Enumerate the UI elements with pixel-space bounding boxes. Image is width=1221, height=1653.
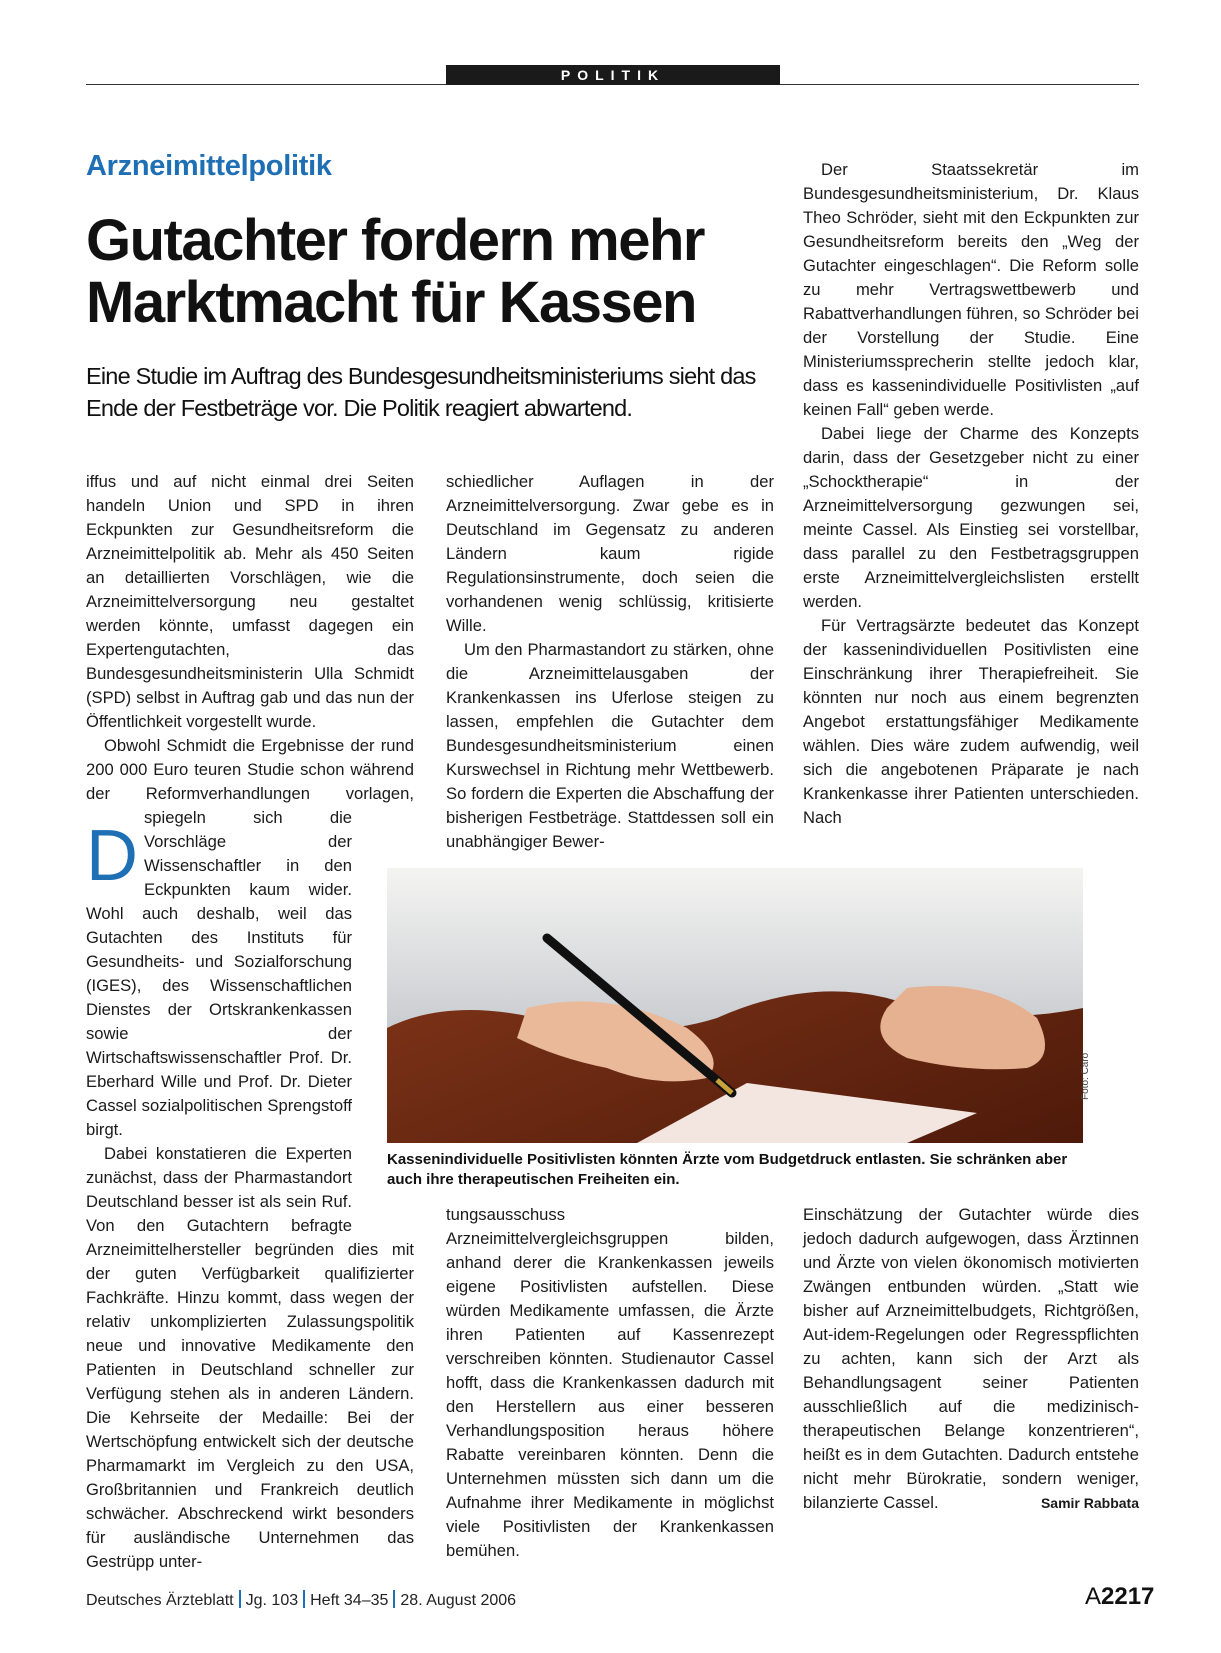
footer-volume: Jg. 103: [245, 1592, 299, 1609]
page-number: [1085, 1583, 1154, 1611]
footer-issue: Heft 34–35: [310, 1592, 389, 1609]
article-photo: [387, 868, 1083, 1143]
footer-separator: [303, 1590, 305, 1608]
column-2-bottom: [446, 1203, 774, 1563]
photo-illustration: [387, 868, 1083, 1143]
col1-paragraph-1-text: iffus und auf nicht einmal drei Seiten handeln Union und SPD in ihren Eckpunkten zur Gesundheitsreform die Arzneimittelpolitik ab. Mehr als 450 Seiten an detaillierten Vorschlägen, wie die Arzneimittelversorgung neu gestaltet werden könnte, umfasst dagegen ein Expertengutachten, das Bundesgesundheitsministerin Ulla Schmidt (SPD) selbst in Auftrag gab und das nun der Öffentlichkeit vorgestellt wurde.: [86, 472, 414, 731]
photo-credit: Foto: Caro: [1080, 1052, 1091, 1100]
section-label: POLITIK: [446, 65, 780, 85]
page-prefix: A: [1085, 1583, 1102, 1610]
footer-separator: [393, 1590, 395, 1608]
footer-journal: Deutsches Ärzteblatt: [86, 1592, 234, 1609]
column-1: [86, 470, 414, 1574]
dropcap: D: [86, 816, 138, 896]
col3-bottom-paragraph: [803, 1203, 1139, 1515]
headline: Gutachter fordern mehr Marktmacht für Kassen: [86, 208, 704, 335]
column-3-bottom: [803, 1203, 1139, 1515]
kicker: Arzneimittelpolitik: [86, 150, 332, 182]
col1-paragraph-3: Dabei konstatieren die Experten zunächst, dass der Pharmastandort Deutschland besser ist als sein Ruf. Von den Gutachtern befragte Arzneimittelhersteller begründen dies mit der guten Verfügbarkeit qualifizierter Fachkräfte. Hinzu kommt, dass wegen der relativ unkomplizierten Zulassungspolitik neue und innovative Medikamente den Patienten in Deutschland schneller zur Verfügung stehen als in anderen Ländern. Die Kehrseite der Medaille: Bei der Wertschöpfung entwickelt sich der deutsche Pharmamarkt im Vergleich zu den USA, Großbritannien und Frankreich deutlich schwächer. Abschreckend wirkt besonders für ausländische Unternehmen das Gestrüpp unter-: [86, 1144, 414, 1571]
footer-separator: [239, 1590, 241, 1608]
footer-citation: [86, 1590, 516, 1610]
col2-paragraph-1: schiedlicher Auflagen in der Arzneimittelversorgung. Zwar gebe es in Deutschland im Gegensatz zu anderen Ländern kaum rigide Regulationsinstrumente, doch seien die vorhandenen wenig schlüssig, kritisierte Wille.: [446, 472, 774, 635]
col1-paragraph-1: [86, 470, 414, 896]
column-3-top: [803, 158, 1139, 830]
col3-paragraph-1: Der Staatssekretär im Bundesgesundheitsministerium, Dr. Klaus Theo Schröder, sieht mit den Eckpunkten zur Gesundheitsreform bereits den „Weg der Gutachter eingeschlagen“. Die Reform solle zu mehr Vertragswettbewerb und Rabattverhandlungen führen, so Schröder bei der Vorstellung der Studie. Eine Ministeriumssprecherin stellte jedoch klar, dass es kassenindividuelle Positivlisten „auf keinen Fall“ geben werde.: [803, 160, 1139, 419]
col3-paragraph-3: Für Vertragsärzte bedeutet das Konzept der kassenindividuellen Positivlisten eine Einschränkung ihrer Therapiefreiheit. Sie könnten nur noch aus einem begrenzten Angebot erstattungsfähiger Medikamente wählen. Dies wäre zudem aufwendig, weil sich die angebotenen Präparate je nach Krankenkasse ihrer Patienten unterschieden. Nach: [803, 616, 1139, 827]
col3-bottom-text: Einschätzung der Gutachter würde dies jedoch dadurch aufgewogen, dass Ärztinnen und Ärzte von vielen ökonomisch motivierten Zwängen entbunden würden. „Statt wie bisher auf Arzneimittelbudgets, Richtgrößen, Aut-idem-Regelungen oder Regresspflichten zu achten, kann sich der Arzt als Behandlungsagent seiner Patienten ausschließlich auf die medizinisch-therapeutischen Belange konzentrieren“, heißt es in dem Gutachten. Dadurch entstehe nicht mehr Bürokratie, sondern weniger, bilanzierte Cassel.: [803, 1205, 1139, 1512]
page-number-value: 2217: [1101, 1583, 1155, 1610]
author-byline: Samir Rabbata: [1040, 1495, 1139, 1511]
lead-paragraph: Eine Studie im Auftrag des Bundesgesundheitsministeriums sieht das Ende der Festbeträge vor. Die Politik reagiert abwartend.: [86, 363, 756, 421]
col2-paragraph-2: Um den Pharmastandort zu stärken, ohne die Arzneimittelausgaben der Krankenkassen ins Uferlose steigen zu lassen, empfehlen die Gutachter dem Bundesgesundheitsministerium einen Kurswechsel in Richtung mehr Wettbewerb. So fordern die Experten die Abschaffung der bisherigen Festbeträge. Stattdessen soll ein unabhängiger Bewer-: [446, 640, 774, 851]
photo-caption: Kassenindividuelle Positivlisten könnten Ärzte vom Budgetdruck entlasten. Sie schränken aber auch ihre therapeutischen Freiheiten ein.: [387, 1151, 1068, 1188]
col3-paragraph-2: Dabei liege der Charme des Konzepts darin, dass der Gesetzgeber nicht zu einer „Schocktherapie“ in der Arzneimittelversorgung gezwungen sei, meinte Cassel. Als Einstieg sei vorstellbar, dass parallel zu den Festbetragsgruppen erste Arzneimittelvergleichslisten erstellt werden.: [803, 424, 1139, 611]
col2-bottom-paragraph: tungsausschuss Arzneimittelvergleichsgruppen bilden, anhand derer die Krankenkassen jeweils eigene Positivlisten aufstellen. Diese würden Medikamente umfassen, die Ärzte ihren Patienten auf Kassenrezept verschreiben könnten. Studienautor Cassel hofft, dass die Krankenkassen dadurch mit den Herstellern aus einer besseren Verhandlungsposition heraus höhere Rabatte vereinbaren könnten. Denn die Unternehmen müssten sich dann um die Aufnahme ihrer Medikamente in möglichst viele Positivlisten der Krankenkassen bemühen.: [446, 1205, 774, 1560]
footer-date: 28. August 2006: [400, 1592, 517, 1609]
col1-paragraph-2: Obwohl Schmidt die Ergebnisse der rund 200 000 Euro teuren Studie schon während der Reformverhandlungen vorlagen, spiegeln sich die Vorschläge der Wissenschaftler in den Eckpunkten kaum wider. Wohl auch deshalb, weil das Gutachten des Instituts für Gesundheits- und Sozialforschung (IGES), des Wissenschaftlichen Dienstes der Ortskrankenkassen sowie der Wirtschaftswissenschaftler Prof. Dr. Eberhard Wille und Prof. Dr. Dieter Cassel sozialpolitischen Sprengstoff birgt.: [86, 736, 414, 1139]
column-2-top: [446, 470, 774, 854]
